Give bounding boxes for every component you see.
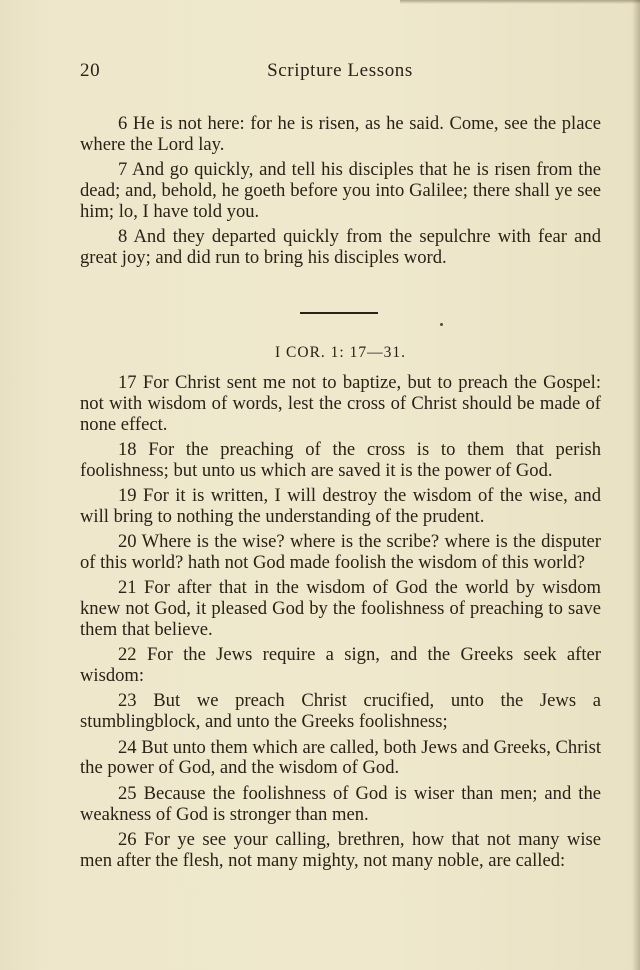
verse: 23 But we preach Christ crucified, unto the Jews a stumblingblock, and unto the Greeks foolishness;	[80, 690, 601, 733]
page-edge-shadow	[632, 0, 640, 970]
section-divider	[300, 312, 378, 314]
page-number: 20	[80, 60, 101, 81]
verse: 25 Because the foolishness of God is wiser than men; and the weakness of God is stronger than men.	[80, 782, 601, 825]
page-top-shadow	[400, 0, 640, 4]
verse: 26 For ye see your calling, brethren, how that not many wise men after the flesh, not many mighty, not many noble, are called:	[80, 828, 601, 871]
running-head: Scripture Lessons	[267, 60, 413, 81]
verse: 21 For after that in the wisdom of God the world by wisdom knew not God, it pleased God by the foolishness of preaching to save them that believe.	[80, 577, 601, 641]
verse: 7 And go quickly, and tell his disciples that he is risen from the dead; and, behold, he goeth before you into Galilee; there shall ye see him; lo, I have told you.	[80, 159, 601, 222]
verse: 22 For the Jews require a sign, and the Greeks seek after wisdom:	[80, 644, 601, 687]
verse: 6 He is not here: for he is risen, as he said. Come, see the place where the Lord lay.	[80, 113, 601, 155]
verse: 24 But unto them which are called, both Jews and Greeks, Christ the power of God, and the wisdom of God.	[80, 736, 601, 779]
verse: 18 For the preaching of the cross is to them that perish foolishness; but unto us which are saved it is the power of God.	[80, 439, 601, 481]
section-title: I COR. 1: 17—31.	[275, 344, 406, 361]
passage-matthew	[80, 114, 601, 273]
page-header	[80, 60, 600, 92]
verse: 19 For it is written, I will destroy the wisdom of the wise, and will bring to nothing the understanding of the prudent.	[80, 485, 601, 528]
paper-speck	[440, 323, 443, 326]
verse: 20 Where is the wise? where is the scribe? where is the disputer of this world? hath not God made foolish the wisdom of this world?	[80, 531, 601, 574]
verse: 8 And they departed quickly from the sepulchre with fear and great joy; and did run to bring his disciples word.	[80, 226, 601, 269]
passage-corinthians	[80, 373, 601, 876]
verse: 17 For Christ sent me not to baptize, but to preach the Gospel: not with wisdom of words, lest the cross of Christ should be made of none effect.	[80, 372, 601, 435]
